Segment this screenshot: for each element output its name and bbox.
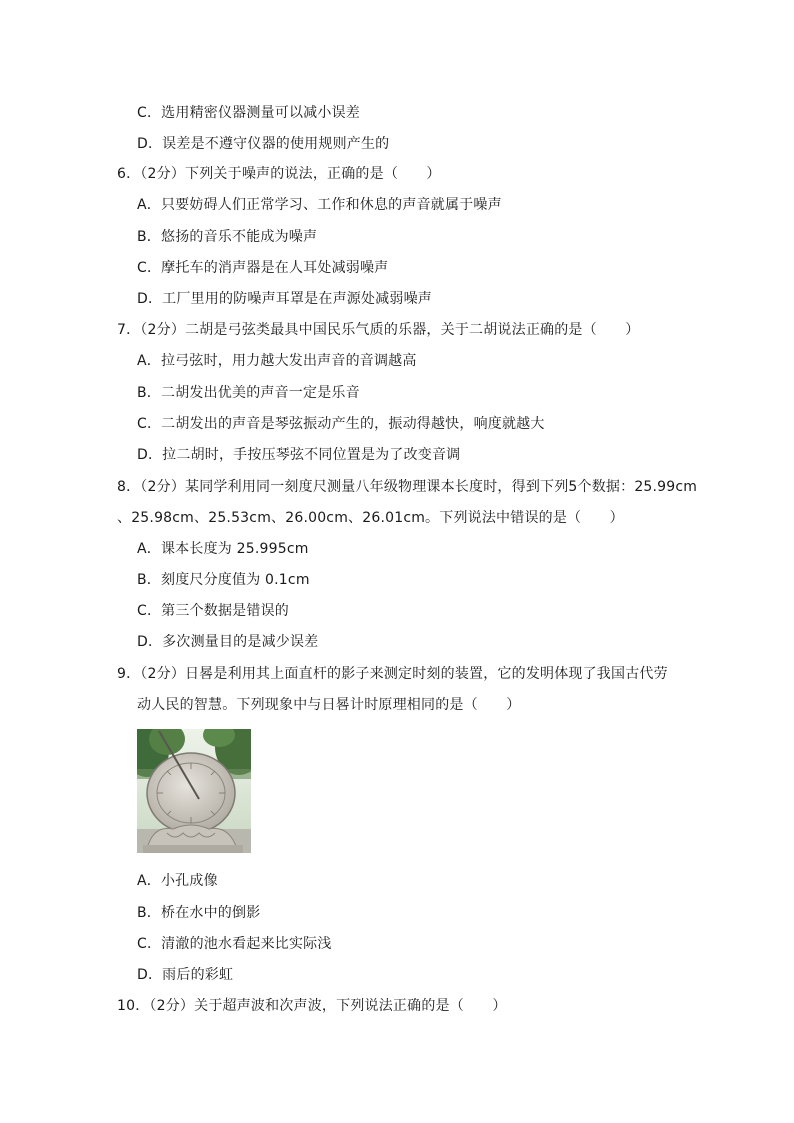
q10-stem: 10．（2分）关于超声波和次声波，下列说法正确的是（ ） — [117, 998, 507, 1014]
q9-option-c: C．清澈的池水看起来比实际浅 — [137, 936, 332, 952]
q6-option-d: D．工厂里用的防噪声耳罩是在声源处减弱噪声 — [137, 291, 432, 307]
q8-stem-line1: 8．（2分）某同学利用同一刻度尺测量八年级物理课本长度时，得到下列5个数据：25.99cm — [117, 479, 698, 495]
q6-stem: 6．（2分）下列关于噪声的说法，正确的是（ ） — [117, 166, 441, 182]
q6-option-c: C．摩托车的消声器是在人耳处减弱噪声 — [137, 260, 389, 276]
q5-option-c: C．选用精密仪器测量可以减小误差 — [137, 105, 360, 121]
q5-option-d: D．误差是不遵守仪器的使用规则产生的 — [137, 136, 390, 152]
q7-option-a: A．拉弓弦时，用力越大发出声音的音调越高 — [137, 353, 417, 369]
q7-stem: 7．（2分）二胡是弓弦类最具中国民乐气质的乐器，关于二胡说法正确的是（ ） — [117, 322, 640, 338]
q8-stem-line2: 、25.98cm、25.53cm、26.00cm、26.01cm。下列说法中错误的是（ ） — [117, 510, 624, 526]
q8-option-c: C．第三个数据是错误的 — [137, 603, 289, 619]
q8-option-a: A．课本长度为 25.995cm — [137, 541, 309, 557]
q7-option-c: C．二胡发出的声音是琴弦振动产生的，振动得越快，响度就越大 — [137, 416, 545, 432]
q9-option-a: A．小孔成像 — [137, 873, 218, 889]
q6-option-b: B．悠扬的音乐不能成为噪声 — [137, 229, 318, 245]
q9-option-d: D．雨后的彩虹 — [137, 967, 234, 983]
q9-stem-line1: 9．（2分）日晷是利用其上面直杆的影子来测定时刻的装置，它的发明体现了我国古代劳 — [117, 666, 668, 682]
q8-option-b: B．刻度尺分度值为 0.1cm — [137, 572, 310, 588]
q7-option-b: B．二胡发出优美的声音一定是乐音 — [137, 385, 360, 401]
q9-stem-line2: 动人民的智慧。下列现象中与日晷计时原理相同的是（ ） — [137, 697, 521, 713]
q7-option-d: D．拉二胡时，手按压琴弦不同位置是为了改变音调 — [137, 447, 461, 463]
sundial-photo-icon — [137, 729, 251, 853]
q6-option-a: A．只要妨碍人们正常学习、工作和休息的声音就属于噪声 — [137, 197, 502, 213]
q8-option-d: D．多次测量目的是减少误差 — [137, 634, 319, 650]
q9-option-b: B．桥在水中的倒影 — [137, 905, 261, 921]
